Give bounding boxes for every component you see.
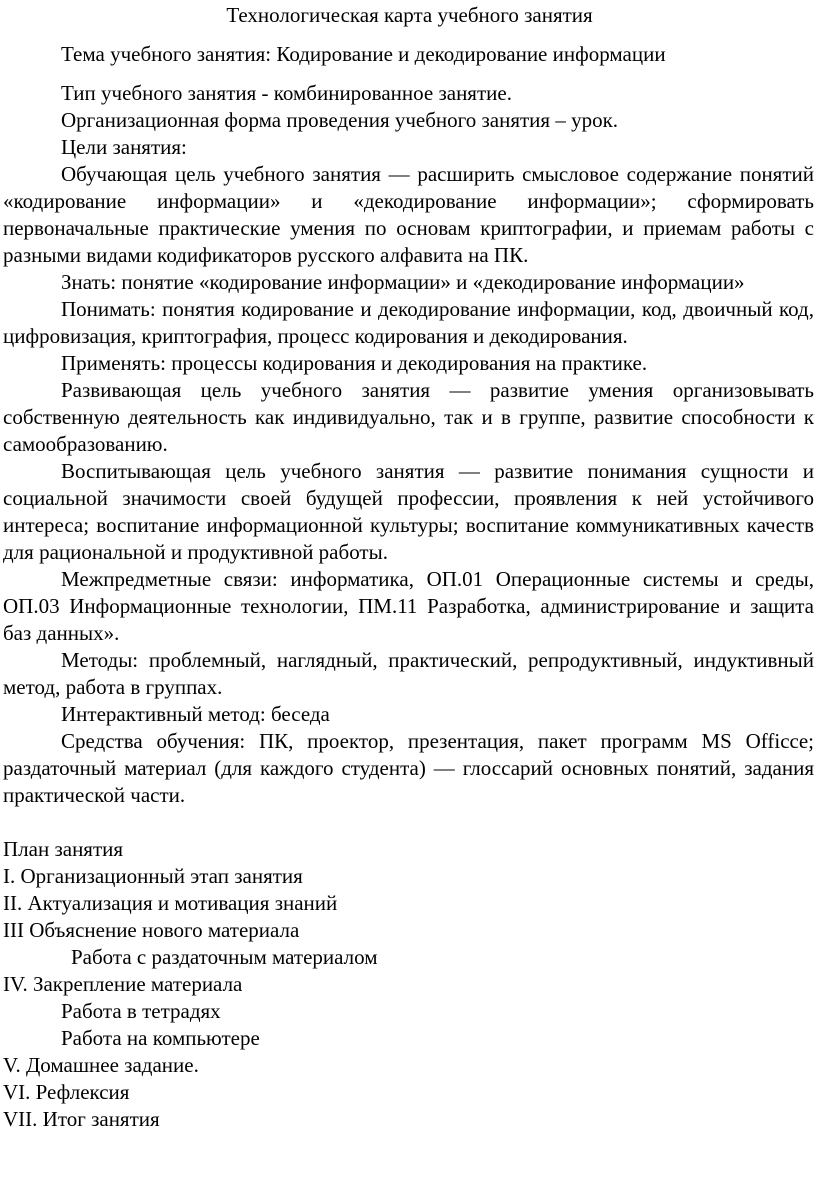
understand-paragraph: Понимать: понятия кодирование и декодирование информации, код, двоичный код, цифровизация, криптография, процесс кодирования и декодирования. xyxy=(3,297,814,348)
plan-item: III Объяснение нового материала xyxy=(3,918,300,942)
interdisciplinary-paragraph: Межпредметные связи: информатика, ОП.01 Операционные системы и среды, ОП.03 Информационные технологии, ПМ.11 Разработка, администрирование и защита баз данных». xyxy=(3,567,814,645)
plan-item: II. Актуализация и мотивация знаний xyxy=(3,891,338,915)
goal-educational-paragraph: Воспитывающая цель учебного занятия — развитие понимания сущности и социальной значимости своей будущей профессии, проявления к ней устойчивого интереса; воспитание информационной культуры; воспитание коммуникативных качеств для рациональной и продуктивной работы. xyxy=(3,459,814,564)
plan-item: IV. Закрепление материала xyxy=(3,972,243,996)
lesson-form: Организационная форма проведения учебного занятия – урок. xyxy=(61,108,619,132)
plan-item: VII. Итог занятия xyxy=(3,1107,160,1131)
apply-paragraph: Применять: процессы кодирования и декодирования на практике. xyxy=(61,351,648,375)
plan-item: V. Домашнее задание. xyxy=(3,1053,199,1077)
goal-developing-paragraph: Развивающая цель учебного занятия — развитие умения организовывать собственную деятельность как индивидуально, так и в группе, развитие способности к самообразованию. xyxy=(3,378,814,456)
document-title: Технологическая карта учебного занятия xyxy=(226,3,593,27)
plan-heading: План занятия xyxy=(3,837,124,861)
lesson-type: Тип учебного занятия - комбинированное занятие. xyxy=(61,81,512,105)
plan-item: VI. Рефлексия xyxy=(3,1080,130,1104)
tools-paragraph: Средства обучения: ПК, проектор, презентация, пакет программ MS Officce; раздаточный материал (для каждого студента) — глоссарий основных понятий, задания практической части. xyxy=(3,729,814,807)
plan-subitem: Работа с раздаточным материалом xyxy=(71,945,378,969)
lesson-topic: Тема учебного занятия: Кодирование и декодирование информации xyxy=(61,42,666,66)
interactive-method-paragraph: Интерактивный метод: беседа xyxy=(61,702,330,726)
plan-subitem: Работа на компьютере xyxy=(61,1026,260,1050)
goal-teaching-paragraph: Обучающая цель учебного занятия — расширить смысловое содержание понятий «кодирование информации» и «декодирование информации»; сформировать первоначальные практические умения по основам криптографии, и приемам работы с разными видами кодификаторов русского алфавита на ПК. xyxy=(3,162,814,267)
plan-subitem: Работа в тетрадях xyxy=(61,999,221,1023)
plan-item: I. Организационный этап занятия xyxy=(3,864,303,888)
goals-heading: Цели занятия: xyxy=(61,135,187,159)
know-paragraph: Знать: понятие «кодирование информации» и «декодирование информации» xyxy=(61,270,745,294)
methods-paragraph: Методы: проблемный, наглядный, практический, репродуктивный, индуктивный метод, работа в группах. xyxy=(3,648,814,699)
lesson-plan xyxy=(3,836,816,1133)
